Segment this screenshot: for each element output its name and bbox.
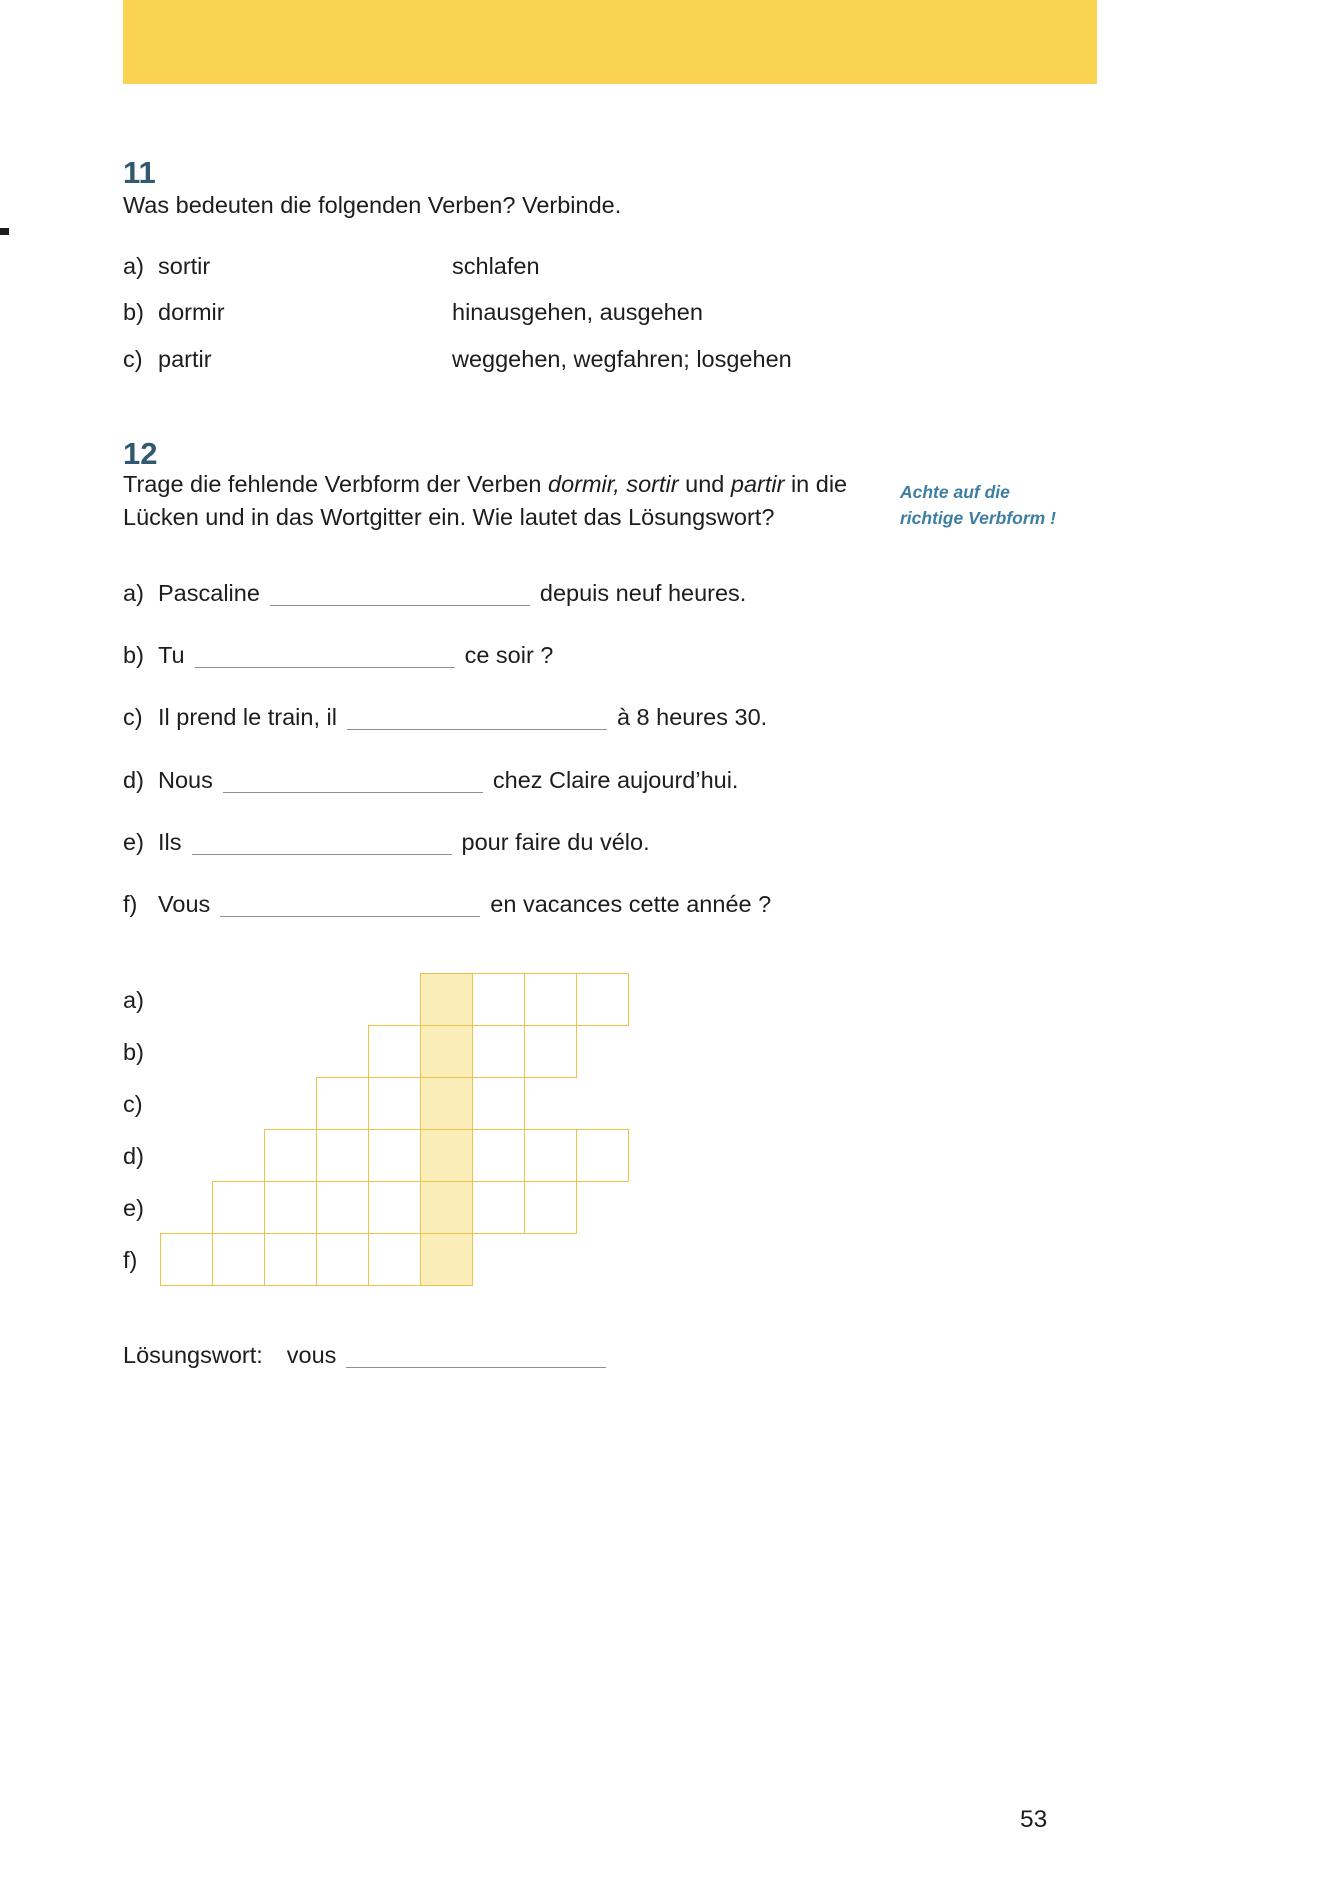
page-number: 53 bbox=[1020, 1806, 1048, 1833]
pair-label: b) bbox=[123, 299, 144, 325]
item-text-after: chez Claire aujourd’hui. bbox=[492, 767, 739, 793]
pair-verb: partir bbox=[158, 346, 212, 372]
item-text-after: en vacances cette année ? bbox=[490, 891, 772, 917]
grid-cell[interactable] bbox=[472, 973, 525, 1026]
fill-blank-item-a bbox=[123, 580, 746, 607]
instruction-text: in die bbox=[784, 471, 848, 497]
grid-cell[interactable] bbox=[472, 1181, 525, 1234]
blank-line[interactable] bbox=[192, 854, 452, 855]
grid-cell[interactable] bbox=[264, 1233, 317, 1286]
instruction-verb-italic: dormir, sortir bbox=[548, 471, 679, 497]
grid-cell[interactable] bbox=[368, 1077, 421, 1130]
item-text-before: Pascaline bbox=[158, 580, 260, 606]
print-mark bbox=[0, 228, 9, 235]
grid-cell[interactable] bbox=[472, 1025, 525, 1078]
grid-cell-highlighted[interactable] bbox=[420, 1233, 473, 1286]
grid-row-label-d: d) bbox=[123, 1143, 144, 1169]
blank-line[interactable] bbox=[223, 792, 483, 793]
grid-cell[interactable] bbox=[316, 1077, 369, 1130]
pair-label: c) bbox=[123, 346, 143, 372]
exercise12-number: 12 bbox=[123, 436, 158, 471]
solution-line bbox=[123, 1342, 616, 1369]
grid-cell-highlighted[interactable] bbox=[420, 1129, 473, 1182]
pair-translation: weggehen, wegfahren; losgehen bbox=[452, 346, 792, 372]
instruction-text: Lücken und in das Wortgitter ein. Wie lautet das Lösungswort? bbox=[123, 504, 775, 530]
solution-blank-line[interactable] bbox=[346, 1367, 606, 1368]
grid-cell[interactable] bbox=[160, 1233, 213, 1286]
grid-cell[interactable] bbox=[316, 1129, 369, 1182]
pair-translation: schlafen bbox=[452, 253, 540, 279]
item-text-after: à 8 heures 30. bbox=[616, 704, 768, 730]
exercise12-instruction bbox=[123, 468, 883, 534]
pair-verb: dormir bbox=[158, 299, 225, 325]
item-text-after: depuis neuf heures. bbox=[539, 580, 747, 606]
solution-prefix: vous bbox=[286, 1342, 337, 1368]
grid-cell-highlighted[interactable] bbox=[420, 1181, 473, 1234]
exercise11-instruction: Was bedeuten die folgenden Verben? Verbinde. bbox=[123, 192, 622, 218]
fill-blank-item-f bbox=[123, 891, 771, 918]
grid-cell[interactable] bbox=[472, 1129, 525, 1182]
grid-cell[interactable] bbox=[576, 1129, 629, 1182]
grid-cell[interactable] bbox=[524, 1129, 577, 1182]
grid-cell[interactable] bbox=[316, 1181, 369, 1234]
item-label: d) bbox=[123, 767, 144, 793]
instruction-text: Trage die fehlende Verbform der Verben bbox=[123, 471, 549, 497]
grid-cell[interactable] bbox=[264, 1181, 317, 1234]
grid-row-label-b: b) bbox=[123, 1039, 144, 1065]
grid-cell-highlighted[interactable] bbox=[420, 1025, 473, 1078]
item-text-before: Nous bbox=[158, 767, 213, 793]
grid-cell-highlighted[interactable] bbox=[420, 1077, 473, 1130]
margin-note-line1: Achte auf die bbox=[900, 482, 1010, 502]
item-text-before: Il prend le train, il bbox=[158, 704, 337, 730]
grid-cell[interactable] bbox=[524, 1181, 577, 1234]
margin-note-line2: richtige Verbform ! bbox=[900, 508, 1056, 528]
blank-line[interactable] bbox=[195, 667, 455, 668]
grid-cell-highlighted[interactable] bbox=[420, 973, 473, 1026]
item-text-after: ce soir ? bbox=[464, 642, 554, 668]
grid-row-label-e: e) bbox=[123, 1195, 144, 1221]
grid-cell[interactable] bbox=[576, 973, 629, 1026]
grid-cell[interactable] bbox=[212, 1181, 265, 1234]
grid-cell[interactable] bbox=[524, 1025, 577, 1078]
grid-cell[interactable] bbox=[212, 1233, 265, 1286]
grid-cell[interactable] bbox=[524, 973, 577, 1026]
item-text-after: pour faire du vélo. bbox=[461, 829, 650, 855]
word-grid bbox=[160, 973, 630, 1287]
grid-row-label-f: f) bbox=[123, 1247, 138, 1273]
grid-cell[interactable] bbox=[472, 1077, 525, 1130]
grid-cell[interactable] bbox=[264, 1129, 317, 1182]
item-label: a) bbox=[123, 580, 144, 606]
fill-blank-item-e bbox=[123, 829, 650, 856]
match-pair-b bbox=[123, 299, 703, 326]
fill-blank-item-b bbox=[123, 642, 553, 669]
exercise11-number: 11 bbox=[123, 155, 156, 190]
item-label: f) bbox=[123, 891, 138, 917]
item-label: b) bbox=[123, 642, 144, 668]
item-text-before: Vous bbox=[158, 891, 211, 917]
margin-note bbox=[900, 479, 1056, 531]
fill-blank-item-c bbox=[123, 704, 767, 731]
grid-cell[interactable] bbox=[316, 1233, 369, 1286]
pair-translation: hinausgehen, ausgehen bbox=[452, 299, 703, 325]
blank-line[interactable] bbox=[347, 729, 607, 730]
grid-row-label-a: a) bbox=[123, 987, 144, 1013]
instruction-text: und bbox=[678, 471, 731, 497]
item-text-before: Tu bbox=[158, 642, 185, 668]
pair-label: a) bbox=[123, 253, 144, 279]
solution-label: Lösungswort: bbox=[123, 1342, 263, 1368]
grid-cell[interactable] bbox=[368, 1025, 421, 1078]
fill-blank-item-d bbox=[123, 767, 738, 794]
grid-cell[interactable] bbox=[368, 1233, 421, 1286]
header-band bbox=[123, 0, 1097, 84]
match-pair-c bbox=[123, 346, 792, 373]
grid-row-label-c: c) bbox=[123, 1091, 143, 1117]
instruction-verb-italic: partir bbox=[730, 471, 785, 497]
grid-cell[interactable] bbox=[368, 1181, 421, 1234]
grid-cell[interactable] bbox=[368, 1129, 421, 1182]
item-label: e) bbox=[123, 829, 144, 855]
blank-line[interactable] bbox=[220, 916, 480, 917]
item-text-before: Ils bbox=[158, 829, 182, 855]
blank-line[interactable] bbox=[270, 605, 530, 606]
match-pair-a bbox=[123, 253, 540, 280]
item-label: c) bbox=[123, 704, 143, 730]
pair-verb: sortir bbox=[158, 253, 211, 279]
